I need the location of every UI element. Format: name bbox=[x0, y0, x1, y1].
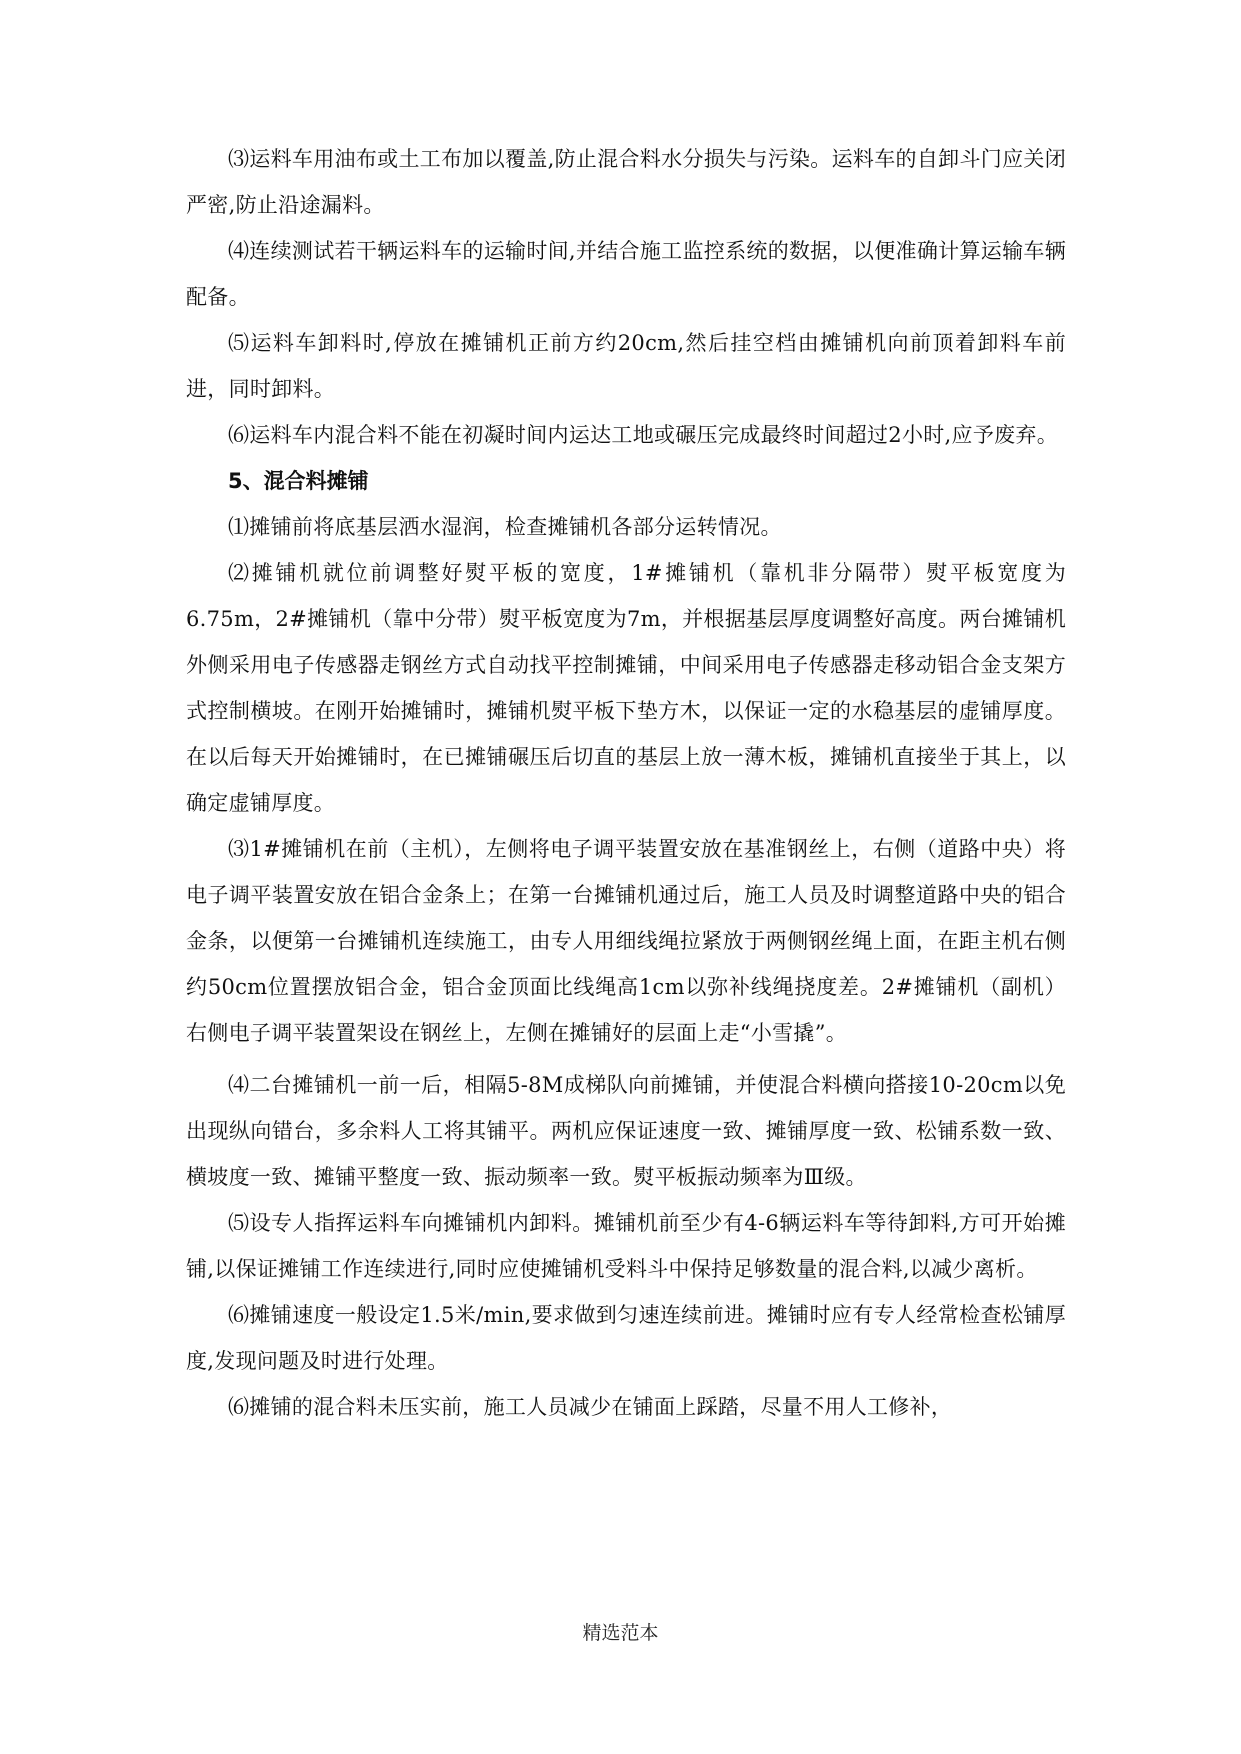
paragraph: ⑵摊铺机就位前调整好熨平板的宽度，1#摊铺机（靠机非分隔带）熨平板宽度为6.75m，2#摊铺机（靠中分带）熨平板宽度为7m，并根据基层厚度调整好高度。两台摊铺机外侧采用电子传感器走钢丝方式自动找平控制摊铺，中间采用电子传感器走移动铝合金支架方式控制横坡。在刚开始摊铺时，摊铺机熨平板下垫方木，以保证一定的水稳基层的虚铺厚度。在以后每天开始摊铺时，在已摊铺碾压后切直的基层上放一薄木板，摊铺机直接坐于其上，以确定虚铺厚度。 bbox=[186, 561, 1066, 815]
paragraph: ⑶运料车用油布或土工布加以覆盖,防止混合料水分损失与污染。运料车的自卸斗门应关闭严密,防止沿途漏料。 bbox=[186, 147, 1066, 217]
paragraph: ⑷连续测试若干辆运料车的运输时间,并结合施工监控系统的数据，以便准确计算运输车辆配备。 bbox=[186, 239, 1066, 309]
paragraph: ⑹摊铺的混合料未压实前，施工人员减少在铺面上踩踏，尽量不用人工修补， bbox=[228, 1395, 953, 1419]
paragraph: ⑶1#摊铺机在前（主机），左侧将电子调平装置安放在基准钢丝上，右侧（道路中央）将电子调平装置安放在铝合金条上；在第一台摊铺机通过后，施工人员及时调整道路中央的铝合金条，以便第一台摊铺机连续施工，由专人用细线绳拉紧放于两侧钢丝绳上面，在距主机右侧约50cm位置摆放铝合金，铝合金顶面比线绳高1cm以弥补线绳挠度差。2#摊铺机（副机）右侧电子调平装置架设在钢丝上，左侧在摊铺好的层面上走“小雪撬”。 bbox=[186, 837, 1066, 1045]
paragraph: ⑹运料车内混合料不能在初凝时间内运达工地或碾压完成最终时间超过2小时,应予废弃。 bbox=[228, 423, 1059, 447]
paragraph: ⑸设专人指挥运料车向摊铺机内卸料。摊铺机前至少有4-6辆运料车等待卸料,方可开始摊铺,以保证摊铺工作连续进行,同时应使摊铺机受料斗中保持足够数量的混合料,以减少离析。 bbox=[186, 1211, 1066, 1281]
paragraph: ⑸运料车卸料时,停放在摊铺机正前方约20cm,然后挂空档由摊铺机向前顶着卸料车前进，同时卸料。 bbox=[186, 331, 1066, 401]
paragraph: ⑷二台摊铺机一前一后，相隔5-8M成梯队向前摊铺，并使混合料横向搭接10-20cm以免出现纵向错台，多余料人工将其铺平。两机应保证速度一致、摊铺厚度一致、松铺系数一致、横坡度一致、摊铺平整度一致、振动频率一致。熨平板振动频率为Ⅲ级。 bbox=[186, 1073, 1066, 1189]
paragraph: ⑹摊铺速度一般设定1.5米/min,要求做到匀速连续前进。摊铺时应有专人经常检查松铺厚度,发现问题及时进行处理。 bbox=[186, 1303, 1066, 1373]
document-body bbox=[186, 136, 1066, 1430]
page-footer: 精选范本 bbox=[582, 1622, 659, 1644]
paragraph: ⑴摊铺前将底基层洒水湿润，检查摊铺机各部分运转情况。 bbox=[228, 515, 782, 539]
section-heading: 5、混合料摊铺 bbox=[228, 469, 369, 493]
